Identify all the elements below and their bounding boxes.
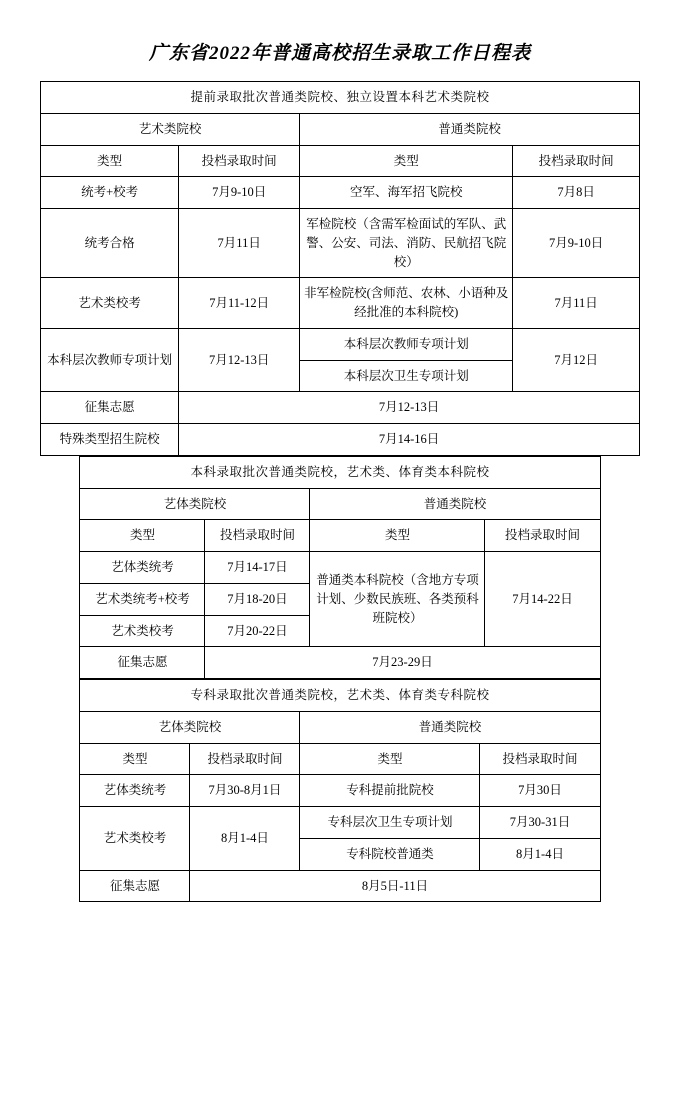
column-header-art-type: 类型: [80, 520, 205, 552]
cell-row-value: 8月5日-11日: [190, 870, 600, 902]
table-row: [80, 775, 600, 807]
table-row: [80, 647, 600, 679]
cell-art-time: 8月1-4日: [190, 807, 300, 871]
column-header-general-time: 投档录取时间: [480, 743, 600, 775]
cell-general-type: 普通类本科院校（含地方专项计划、少数民族班、各类预科班院校）: [310, 552, 485, 647]
table-row: [41, 392, 640, 424]
group-header-general: 普通类院校: [310, 488, 600, 520]
cell-row-value: 7月14-16日: [179, 424, 640, 456]
cell-general-type: 军检院校（含需军检面试的军队、武警、公安、司法、消防、民航招飞院校）: [300, 209, 513, 278]
cell-general-time: 8月1-4日: [480, 838, 600, 870]
cell-art-time: 7月18-20日: [205, 583, 310, 615]
column-header-art-time: 投档录取时间: [205, 520, 310, 552]
table-row: [80, 456, 600, 488]
table-row: [41, 278, 640, 329]
cell-general-type: 非军检院校(含师范、农林、小语种及经批准的本科院校): [300, 278, 513, 329]
table-row: [80, 711, 600, 743]
group-header-general: 普通类院校: [300, 113, 640, 145]
group-header-art: 艺体类院校: [80, 711, 300, 743]
table-row: [41, 209, 640, 278]
cell-general-type: 专科层次卫生专项计划: [300, 807, 480, 839]
table-row: [80, 552, 600, 584]
cell-general-time: 7月9-10日: [513, 209, 640, 278]
table-row: [80, 870, 600, 902]
table-row: [41, 145, 640, 177]
cell-general-time: 7月14-22日: [485, 552, 600, 647]
cell-art-type: 艺术类校考: [80, 807, 190, 871]
cell-general-time: 7月8日: [513, 177, 640, 209]
group-header-art: 艺术类院校: [41, 113, 300, 145]
document-page: [0, 38, 680, 1097]
column-header-art-time: 投档录取时间: [190, 743, 300, 775]
cell-art-time: 7月14-17日: [205, 552, 310, 584]
cell-row-label: 征集志愿: [80, 647, 205, 679]
cell-art-type: 本科层次教师专项计划: [41, 328, 179, 392]
column-header-general-time: 投档录取时间: [513, 145, 640, 177]
page-title: 广东省2022年普通高校招生录取工作日程表: [148, 43, 531, 64]
cell-general-time: 7月30-31日: [480, 807, 600, 839]
group-header-general: 普通类院校: [300, 711, 600, 743]
cell-general-time: 7月30日: [480, 775, 600, 807]
table-row: [80, 520, 600, 552]
table-undergraduate-batch: [79, 456, 600, 679]
cell-row-label: 征集志愿: [41, 392, 179, 424]
column-header-general-type: 类型: [300, 743, 480, 775]
column-header-general-type: 类型: [300, 145, 513, 177]
table-row: [80, 807, 600, 839]
cell-art-time: 7月11-12日: [179, 278, 300, 329]
cell-art-type: 艺术类统考+校考: [80, 583, 205, 615]
table-banner: 专科录取批次普通类院校，艺术类、体育类专科院校: [80, 680, 600, 712]
column-header-art-type: 类型: [80, 743, 190, 775]
table-banner: 本科录取批次普通类院校，艺术类、体育类本科院校: [80, 456, 600, 488]
cell-general-time: 7月12日: [513, 328, 640, 392]
cell-art-time: 7月12-13日: [179, 328, 300, 392]
table-row: [41, 424, 640, 456]
cell-art-type: 艺术类校考: [80, 615, 205, 647]
table-early-batch: [40, 81, 640, 456]
cell-general-type: 空军、海军招飞院校: [300, 177, 513, 209]
column-header-general-time: 投档录取时间: [485, 520, 600, 552]
cell-row-label: 特殊类型招生院校: [41, 424, 179, 456]
table-row: [41, 177, 640, 209]
cell-art-type: 统考合格: [41, 209, 179, 278]
table-row: [41, 82, 640, 114]
column-header-art-type: 类型: [41, 145, 179, 177]
cell-art-time: 7月11日: [179, 209, 300, 278]
table-banner: 提前录取批次普通类院校、独立设置本科艺术类院校: [41, 82, 640, 114]
group-header-art: 艺体类院校: [80, 488, 310, 520]
cell-general-time: 7月11日: [513, 278, 640, 329]
table-row: [80, 488, 600, 520]
cell-row-label: 征集志愿: [80, 870, 190, 902]
cell-art-type: 统考+校考: [41, 177, 179, 209]
table-row: [80, 680, 600, 712]
cell-art-time: 7月20-22日: [205, 615, 310, 647]
column-header-art-time: 投档录取时间: [179, 145, 300, 177]
table-row: [41, 328, 640, 360]
cell-art-time: 7月30-8月1日: [190, 775, 300, 807]
cell-art-time: 7月9-10日: [179, 177, 300, 209]
cell-row-value: 7月12-13日: [179, 392, 640, 424]
cell-general-type: 本科层次教师专项计划: [300, 328, 513, 360]
table-row: [41, 113, 640, 145]
cell-general-type: 专科院校普通类: [300, 838, 480, 870]
cell-art-type: 艺体类统考: [80, 775, 190, 807]
cell-art-type: 艺体类统考: [80, 552, 205, 584]
cell-art-type: 艺术类校考: [41, 278, 179, 329]
table-row: [80, 743, 600, 775]
cell-row-value: 7月23-29日: [205, 647, 600, 679]
cell-general-type: 本科层次卫生专项计划: [300, 360, 513, 392]
column-header-general-type: 类型: [310, 520, 485, 552]
table-college-batch: [79, 679, 600, 902]
cell-general-type: 专科提前批院校: [300, 775, 480, 807]
